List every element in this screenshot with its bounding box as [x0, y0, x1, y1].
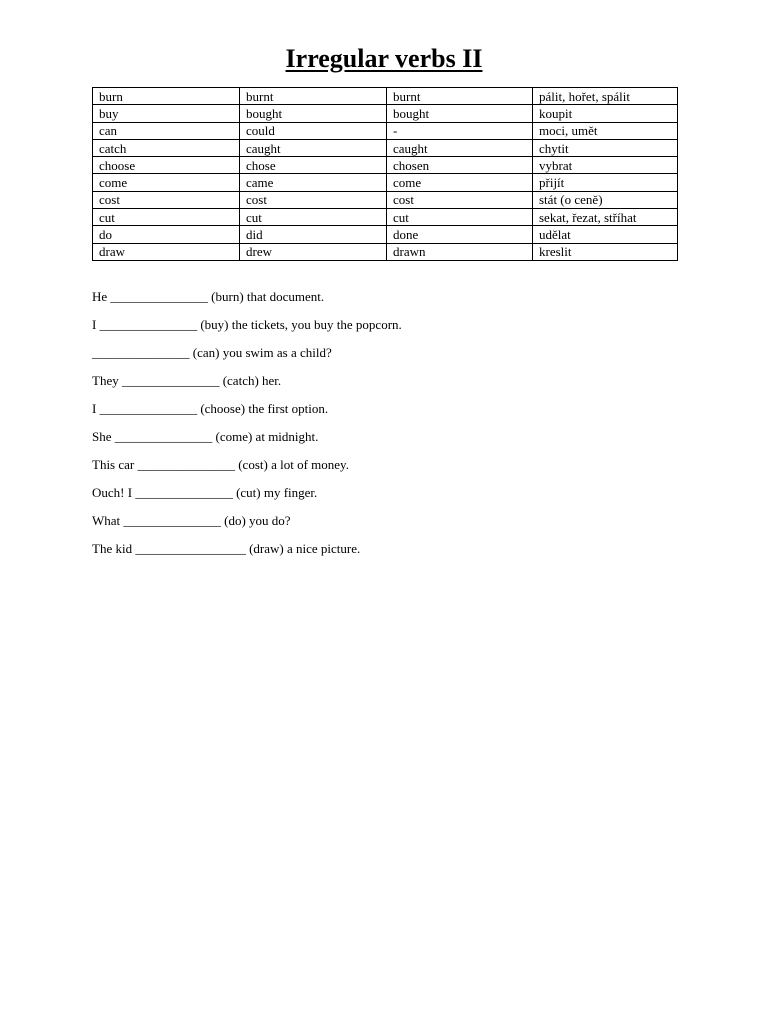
exercise-sentence: She _______________ (come) at midnight.: [92, 429, 319, 444]
exercise-sentence: This car _______________ (cost) a lot of money.: [92, 457, 349, 472]
verb-base-form: choose: [93, 157, 240, 174]
verb-past-simple: did: [240, 226, 387, 243]
verb-past-simple: caught: [240, 139, 387, 156]
irregular-verbs-table: [92, 87, 678, 261]
verb-translation: koupit: [533, 105, 678, 122]
verb-past-participle: chosen: [387, 157, 533, 174]
verb-translation: přijít: [533, 174, 678, 191]
verb-base-form: catch: [93, 139, 240, 156]
table-row: [93, 243, 678, 260]
verb-past-simple: could: [240, 122, 387, 139]
verb-translation: chytit: [533, 139, 678, 156]
verb-past-participle: burnt: [387, 88, 533, 105]
verb-base-form: cost: [93, 191, 240, 208]
verb-past-participle: drawn: [387, 243, 533, 260]
exercise-sentence: I _______________ (choose) the first option.: [92, 401, 329, 416]
table-row: [93, 88, 678, 105]
verb-base-form: buy: [93, 105, 240, 122]
verb-past-participle: cost: [387, 191, 533, 208]
verb-past-participle: done: [387, 226, 533, 243]
exercise-sentence: _______________ (can) you swim as a child?: [92, 345, 332, 360]
exercise-sentence: I _______________ (buy) the tickets, you buy the popcorn.: [92, 317, 402, 332]
verb-past-simple: cost: [240, 191, 387, 208]
verb-past-simple: bought: [240, 105, 387, 122]
table-row: [93, 139, 678, 156]
verb-past-participle: caught: [387, 139, 533, 156]
verb-base-form: do: [93, 226, 240, 243]
verb-translation: moci, umět: [533, 122, 678, 139]
table-row: [93, 105, 678, 122]
table-row: [93, 209, 678, 226]
verb-past-simple: drew: [240, 243, 387, 260]
verb-past-participle: come: [387, 174, 533, 191]
page-title: Irregular verbs II: [285, 44, 483, 73]
exercise-sentence: He _______________ (burn) that document.: [92, 289, 325, 304]
verb-past-simple: cut: [240, 209, 387, 226]
verb-translation: kreslit: [533, 243, 678, 260]
exercise-sentence: Ouch! I _______________ (cut) my finger.: [92, 485, 318, 500]
verb-base-form: draw: [93, 243, 240, 260]
verb-past-simple: came: [240, 174, 387, 191]
exercise-sentence: What _______________ (do) you do?: [92, 513, 291, 528]
verb-translation: pálit, hořet, spálit: [533, 88, 678, 105]
verb-past-participle: bought: [387, 105, 533, 122]
verb-base-form: come: [93, 174, 240, 191]
table-row: [93, 191, 678, 208]
verb-past-simple: chose: [240, 157, 387, 174]
exercise-sentence: They _______________ (catch) her.: [92, 373, 282, 388]
verb-past-participle: -: [387, 122, 533, 139]
exercise-sentence: The kid _________________ (draw) a nice picture.: [92, 541, 361, 556]
verb-translation: stát (o ceně): [533, 191, 678, 208]
verb-translation: sekat, řezat, stříhat: [533, 209, 678, 226]
verb-base-form: burn: [93, 88, 240, 105]
table-row: [93, 226, 678, 243]
verb-base-form: cut: [93, 209, 240, 226]
verb-past-participle: cut: [387, 209, 533, 226]
verb-past-simple: burnt: [240, 88, 387, 105]
verb-translation: vybrat: [533, 157, 678, 174]
verb-base-form: can: [93, 122, 240, 139]
table-row: [93, 174, 678, 191]
verb-translation: udělat: [533, 226, 678, 243]
table-row: [93, 122, 678, 139]
exercise-list: [92, 288, 692, 568]
table-row: [93, 157, 678, 174]
